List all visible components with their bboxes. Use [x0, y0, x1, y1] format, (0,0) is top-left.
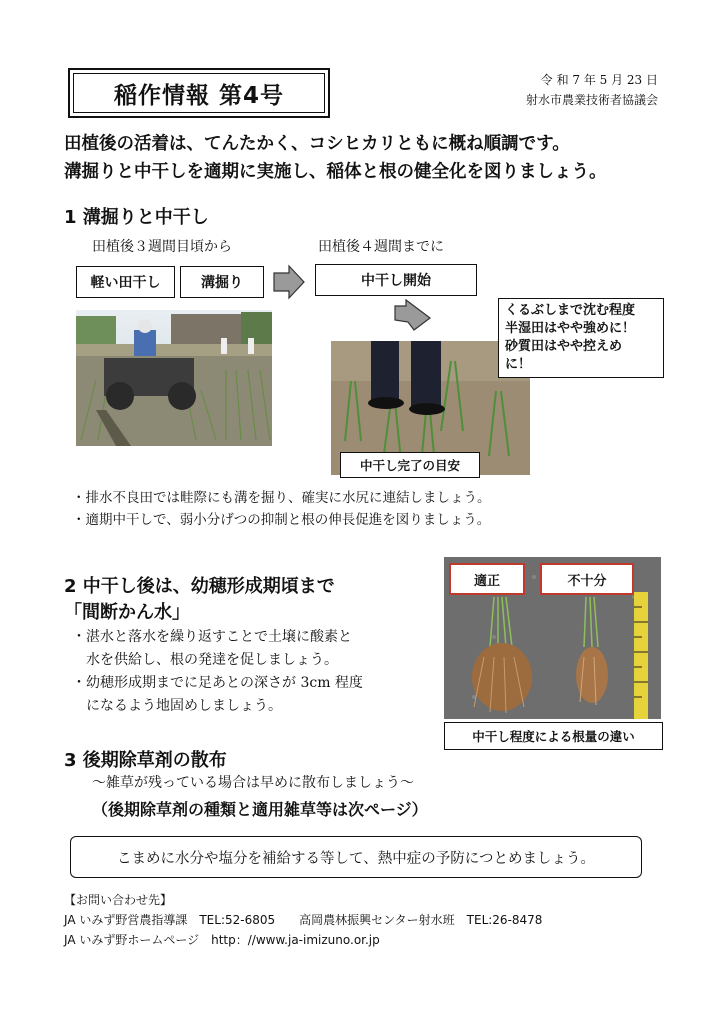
section2-heading [64, 574, 335, 626]
section2-bullet-2: 水を供給し、根の発達を促しましょう。 [72, 652, 338, 668]
callout-line-3: 砂質田はやや控えめ [505, 339, 623, 354]
section1-right-caption: 田植後４週間までに [318, 239, 444, 255]
contact-phones: JA いみず野営農指導課 TEL:52-6805 高岡農林振興センター射水班 TEL:26-8478 [64, 913, 543, 927]
section1-left-caption: 田植後３週間目頃から [92, 239, 232, 255]
lead-line-1: 田植後の活着は、てんたかく、コシヒカリともに概ね順調です。 [64, 134, 570, 154]
callout-line-1: くるぶしまで沈む程度 [505, 303, 636, 318]
adequate-label: 適正 [449, 563, 525, 595]
section3-next-page-note: （後期除草剤の種類と適用雑草等は次ページ） [92, 800, 428, 819]
section3-heading: 3 後期除草剤の散布 [64, 750, 227, 771]
section2-bullet-3: ・幼穂形成期までに足あとの深さが 3cm 程度 [72, 675, 363, 691]
section1-bullet-1: ・排水不良田では畦際にも溝を掘り、確実に水尻に連結しましょう。 [72, 490, 491, 506]
section1-heading: 1 溝掘りと中干し [64, 207, 209, 228]
contact-heading: 【お問い合わせ先】 [64, 893, 173, 907]
issuer-org: 射水市農業技術者協議会 [525, 93, 658, 107]
section1-bullets [72, 487, 491, 531]
header-meta [526, 70, 658, 110]
arrow-down-icon [392, 298, 432, 332]
section1-bullet-2: ・適期中干しで、弱小分げつの抑制と根の伸長促進を図りましょう。 [72, 512, 491, 528]
section2-bullet-4: になるよう地固めしましょう。 [72, 698, 282, 714]
issue-date: 令 和 7 年 5 月 23 日 [540, 73, 658, 87]
lead-line-2: 溝掘りと中干しを適期に実施し、稲体と根の健全化を図りましょう。 [64, 162, 607, 182]
light-drying-box: 軽い田干し [76, 266, 175, 298]
heatstroke-notice: こまめに水分や塩分を補給する等して、熱中症の予防につとめましょう。 [70, 836, 642, 878]
drying-complete-label: 中干し完了の目安 [340, 452, 480, 478]
contact-homepage: JA いみず野ホームページ http：//www.ja-imizuno.or.jp [64, 933, 380, 947]
root-comparison-caption: 中干し程度による根量の違い [444, 722, 663, 750]
section2-heading-line-2: 「間断かん水」 [64, 602, 190, 623]
lead-text [64, 130, 607, 186]
section2-heading-line-1: 2 中干し後は、幼穂形成期頃まで [64, 576, 335, 597]
section3-subtext: ～雑草が残っている場合は早めに散布しましょう～ [92, 775, 414, 791]
drying-start-box: 中干し開始 [315, 264, 477, 296]
drying-depth-callout [498, 298, 664, 378]
trench-box: 溝掘り [180, 266, 264, 298]
title-box [68, 68, 330, 118]
callout-line-4: に！ [505, 357, 532, 372]
contact-section [64, 890, 542, 950]
section2-bullet-1: ・湛水と落水を繰り返すことで土壌に酸素と [72, 629, 352, 645]
section2-bullets [72, 626, 363, 718]
page-title: 稲作情報 第4号 [73, 73, 325, 113]
arrow-right-icon [272, 264, 306, 300]
trench-digging-photo [76, 310, 272, 446]
insufficient-label: 不十分 [540, 563, 634, 595]
callout-line-2: 半湿田はやや強めに！ [505, 321, 636, 336]
